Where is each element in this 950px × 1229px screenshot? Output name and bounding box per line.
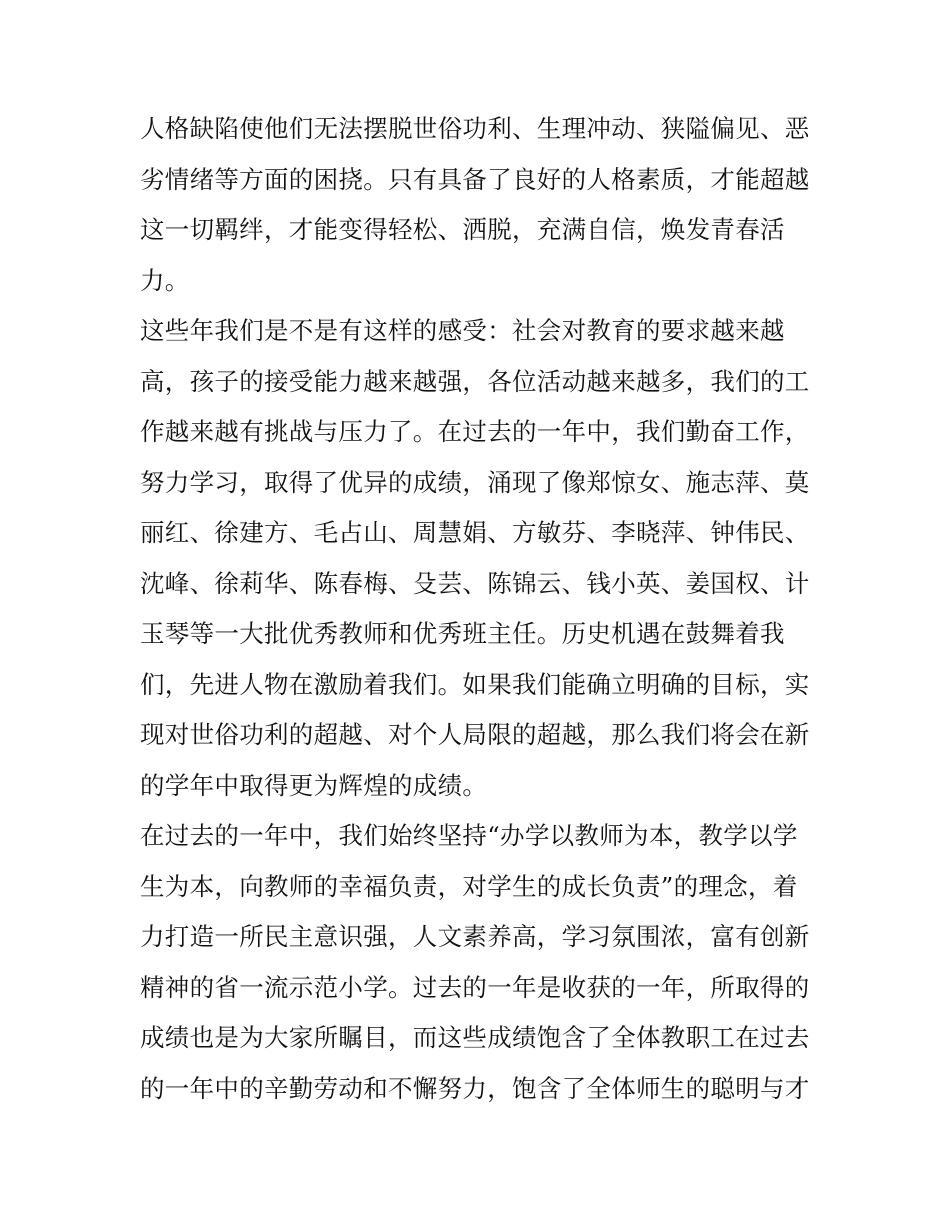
text-line: 力打造一所民主意识强，人文素养高，学习氛围浓，富有创新 — [140, 922, 810, 951]
text-line: 这一切羁绊，才能变得轻松、洒脱，充满自信，焕发青春活 — [140, 215, 785, 244]
text-line: 的一年中的辛勤劳动和不懈努力，饱含了全体师生的聪明与才 — [140, 1073, 810, 1103]
text-line: 玉琴等一大批优秀教师和优秀班主任。历史机遇在鼓舞着我 — [140, 619, 785, 648]
text-line: 在过去的一年中，我们始终坚持“办学以教师为本，教学以学 — [140, 821, 798, 850]
body-text — [140, 104, 830, 1114]
text-line: 劣情绪等方面的困挠。只有具备了良好的人格素质，才能超越 — [140, 164, 810, 194]
text-line: 生为本，向教师的幸福负责，对学生的成长负责”的理念，着 — [140, 871, 798, 901]
text-line: 成绩也是为大家所瞩目，而这些成绩饱含了全体教职工在过去 — [140, 1023, 810, 1052]
text-line: 作越来越有挑战与压力了。在过去的一年中，我们勤奋工作， — [140, 417, 810, 446]
text-line: 们，先进人物在激励着我们。如果我们能确立明确的目标，实 — [140, 669, 810, 699]
text-line: 的学年中取得更为辉煌的成绩。 — [140, 770, 488, 800]
text-line: 力。 — [140, 265, 190, 295]
text-line: 人格缺陷使他们无法摆脱世俗功利、生理冲动、狭隘偏见、恶 — [140, 114, 810, 143]
text-line: 丽红、徐建方、毛占山、周慧娟、方敏芬、李晓萍、钟伟民、 — [140, 518, 810, 547]
text-line: 高，孩子的接受能力越来越强，各位活动越来越多，我们的工 — [140, 366, 810, 396]
text-line: 现对世俗功利的超越、对个人局限的超越，那么我们将会在新 — [140, 720, 810, 749]
text-line: 沈峰、徐莉华、陈春梅、殳芸、陈锦云、钱小英、姜国权、计 — [140, 568, 810, 598]
text-line: 精神的省一流示范小学。过去的一年是收获的一年，所取得的 — [140, 972, 810, 1002]
text-line: 这些年我们是不是有这样的感受：社会对教育的要求越来越 — [140, 316, 785, 345]
text-line: 努力学习，取得了优异的成绩，涌现了像郑惊女、施志萍、莫 — [140, 467, 810, 497]
